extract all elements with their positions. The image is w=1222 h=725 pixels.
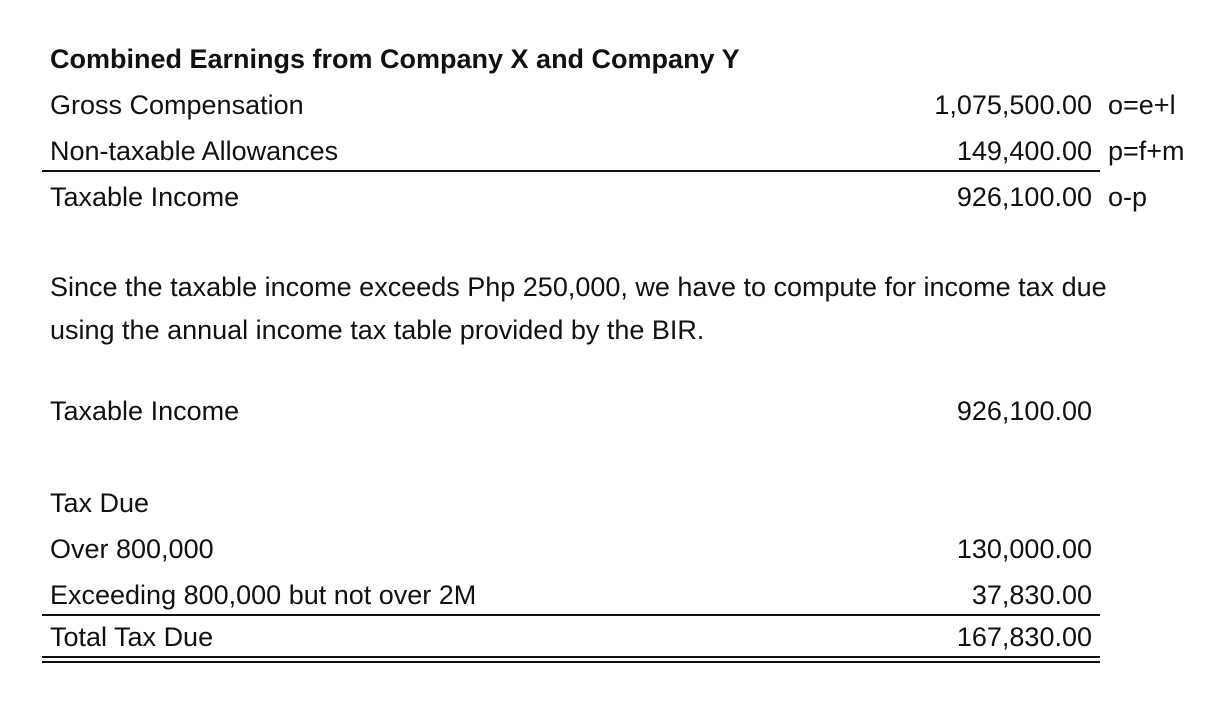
taxable-income-amount: 926,100.00	[956, 182, 1092, 212]
over-800000-amount: 130,000.00	[956, 534, 1092, 564]
gross-compensation-label: Gross Compensation	[50, 90, 304, 120]
explanation-paragraph: Since the taxable income exceeds Php 250,000, we have to compute for income tax due using the annual income tax table provided by the BIR.	[50, 272, 1107, 345]
taxable-income-formula: o-p	[1108, 182, 1148, 212]
non-taxable-allowances-label: Non-taxable Allowances	[50, 136, 339, 166]
taxable-income-label: Taxable Income	[50, 182, 240, 212]
total-tax-due-label: Total Tax Due	[50, 622, 214, 652]
subtotal-rule	[42, 170, 1100, 172]
non-taxable-allowances-formula: p=f+m	[1108, 136, 1185, 166]
taxable-income-amount-2: 926,100.00	[956, 396, 1092, 426]
total-rule	[42, 614, 1100, 616]
combined-earnings-title: Combined Earnings from Company X and Company Y	[50, 44, 740, 74]
gross-compensation-formula: o=e+l	[1108, 90, 1176, 120]
gross-compensation-amount: 1,075,500.00	[934, 90, 1092, 120]
taxable-income-label-2: Taxable Income	[50, 396, 240, 426]
over-800000-label: Over 800,000	[50, 534, 214, 564]
total-double-underline	[42, 656, 1100, 663]
tax-due-heading: Tax Due	[50, 488, 150, 518]
exceeding-800000-label: Exceeding 800,000 but not over 2M	[50, 580, 477, 610]
total-tax-due-amount: 167,830.00	[956, 622, 1092, 652]
exceeding-800000-amount: 37,830.00	[971, 580, 1092, 610]
non-taxable-allowances-amount: 149,400.00	[956, 136, 1092, 166]
